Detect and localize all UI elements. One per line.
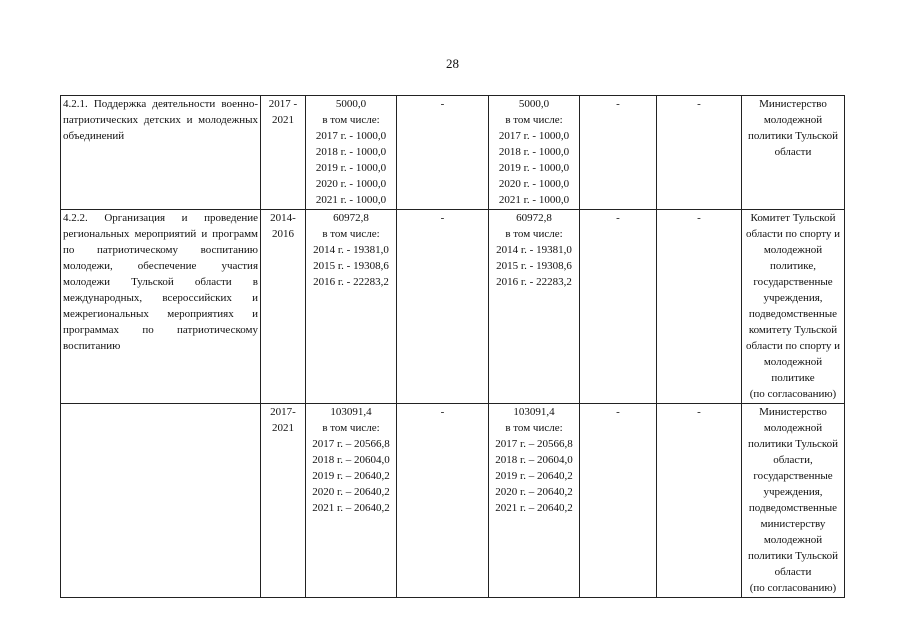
amount-line: 2016 г. - 22283,2 (496, 276, 572, 288)
total-amount-cell (306, 210, 397, 404)
amount-line: 2021 г. – 20640,2 (312, 502, 390, 514)
amount-line: 5000,0 (518, 98, 550, 110)
executor-line: политики Тульской (747, 550, 839, 562)
amount-line: 60972,8 (333, 212, 369, 224)
amount-line: 2019 г. - 1000,0 (315, 162, 387, 174)
local-budget-cell: - (580, 96, 657, 210)
executor-line: Министерство (759, 406, 827, 418)
executor-line: учреждения, (763, 486, 823, 498)
period-cell (261, 96, 306, 210)
executor-line: государственные (753, 276, 833, 288)
amount-line: 2020 г. – 20640,2 (495, 486, 573, 498)
executor-line: области, (773, 454, 813, 466)
amount-line: в том числе: (505, 114, 563, 126)
amount-line: 2021 г. – 20640,2 (495, 502, 573, 514)
table-row (61, 210, 845, 404)
federal-budget-cell: - (397, 210, 489, 404)
amount-line: 2017 г. – 20566,8 (312, 438, 390, 450)
period-end: 2016 (272, 228, 294, 240)
amount-line: в том числе: (505, 228, 563, 240)
amount-line: 2016 г. - 22283,2 (313, 276, 389, 288)
amount-line: 2019 г. - 1000,0 (498, 162, 570, 174)
amount-line: 2020 г. - 1000,0 (498, 178, 570, 190)
amount-line: 2019 г. – 20640,2 (312, 470, 390, 482)
amount-line: 2018 г. – 20604,0 (312, 454, 390, 466)
total-amount-cell (306, 404, 397, 598)
amount-line: 2015 г. - 19308,6 (313, 260, 389, 272)
measure-cell (61, 96, 261, 210)
amount-line: 2019 г. – 20640,2 (495, 470, 573, 482)
executor-line: молодежной (763, 534, 823, 546)
executor-line: политики Тульской (747, 130, 839, 142)
executor-line: политики Тульской (747, 438, 839, 450)
amount-line: 2017 г. – 20566,8 (495, 438, 573, 450)
executor-line: подведомственные (748, 502, 838, 514)
executor-line: молодежной (763, 244, 823, 256)
executor-line: (по согласованию) (749, 388, 837, 400)
executor-line: Министерство (759, 98, 827, 110)
regional-budget-cell (489, 210, 580, 404)
executor-line: области (774, 566, 812, 578)
local-budget-cell: - (580, 210, 657, 404)
amount-line: 2015 г. - 19308,6 (496, 260, 572, 272)
executor-line: государственные (753, 470, 833, 482)
amount-line: 2021 г. - 1000,0 (315, 194, 387, 206)
executor-line: (по согласованию) (749, 582, 837, 594)
measure-text: 4.2.2. Организация и проведение региональных мероприятий и программ по патриотическому воспитанию молодежи, обеспечение участия молодежи Тульской области в международных, всероссийских и межрегиональных мероприятиях и программах по патриотическому воспитанию (63, 212, 258, 352)
amount-line: 5000,0 (335, 98, 367, 110)
amount-line: в том числе: (505, 422, 563, 434)
executor-line: Комитет Тульской (750, 212, 836, 224)
amount-line: 2018 г. - 1000,0 (315, 146, 387, 158)
measure-text: 4.2.1. Поддержка деятельности военно-патриотических детских и молодежных объединений (63, 98, 258, 142)
executor-line: министерству (760, 518, 826, 530)
executor-line: политике, (769, 260, 816, 272)
period-end: 2021 (272, 422, 294, 434)
amount-line: в том числе: (322, 114, 380, 126)
local-budget-cell: - (580, 404, 657, 598)
executor-cell (742, 210, 845, 404)
executor-line: области (774, 146, 812, 158)
amount-line: в том числе: (322, 228, 380, 240)
executor-line: молодежной (763, 114, 823, 126)
executor-cell (742, 404, 845, 598)
amount-line: 103091,4 (330, 406, 372, 418)
amount-line: 2014 г. - 19381,0 (496, 244, 572, 256)
period-start: 2014- (270, 212, 296, 224)
program-measures-table (60, 95, 845, 598)
page-number: 28 (446, 56, 459, 71)
regional-budget-cell (489, 96, 580, 210)
amount-line: 103091,4 (513, 406, 555, 418)
federal-budget-cell: - (397, 404, 489, 598)
period-cell (261, 210, 306, 404)
measure-cell (61, 210, 261, 404)
executor-line: подведомственные (748, 308, 838, 320)
amount-line: 2020 г. - 1000,0 (315, 178, 387, 190)
executor-line: области по спорту и (745, 340, 841, 352)
total-amount-cell (306, 96, 397, 210)
amount-line: 2017 г. - 1000,0 (315, 130, 387, 142)
regional-budget-cell (489, 404, 580, 598)
executor-line: молодежной (763, 422, 823, 434)
amount-line: 2020 г. – 20640,2 (312, 486, 390, 498)
other-sources-cell: - (657, 210, 742, 404)
executor-line: молодежной (763, 356, 823, 368)
amount-line: 2018 г. – 20604,0 (495, 454, 573, 466)
amount-line: 2021 г. - 1000,0 (498, 194, 570, 206)
table-row (61, 404, 845, 598)
period-start: 2017 - (268, 98, 298, 110)
other-sources-cell: - (657, 404, 742, 598)
period-start: 2017- (270, 406, 296, 418)
amount-line: 2017 г. - 1000,0 (498, 130, 570, 142)
table-row (61, 96, 845, 210)
executor-cell (742, 96, 845, 210)
executor-line: политике (771, 372, 815, 384)
period-cell (261, 404, 306, 598)
period-end: 2021 (272, 114, 294, 126)
amount-line: в том числе: (322, 422, 380, 434)
executor-line: области по спорту и (745, 228, 841, 240)
amount-line: 2018 г. - 1000,0 (498, 146, 570, 158)
executor-line: комитету Тульской (748, 324, 838, 336)
amount-line: 2014 г. - 19381,0 (313, 244, 389, 256)
amount-line: 60972,8 (516, 212, 552, 224)
measure-cell-empty (61, 404, 261, 598)
executor-line: учреждения, (763, 292, 823, 304)
other-sources-cell: - (657, 96, 742, 210)
federal-budget-cell: - (397, 96, 489, 210)
